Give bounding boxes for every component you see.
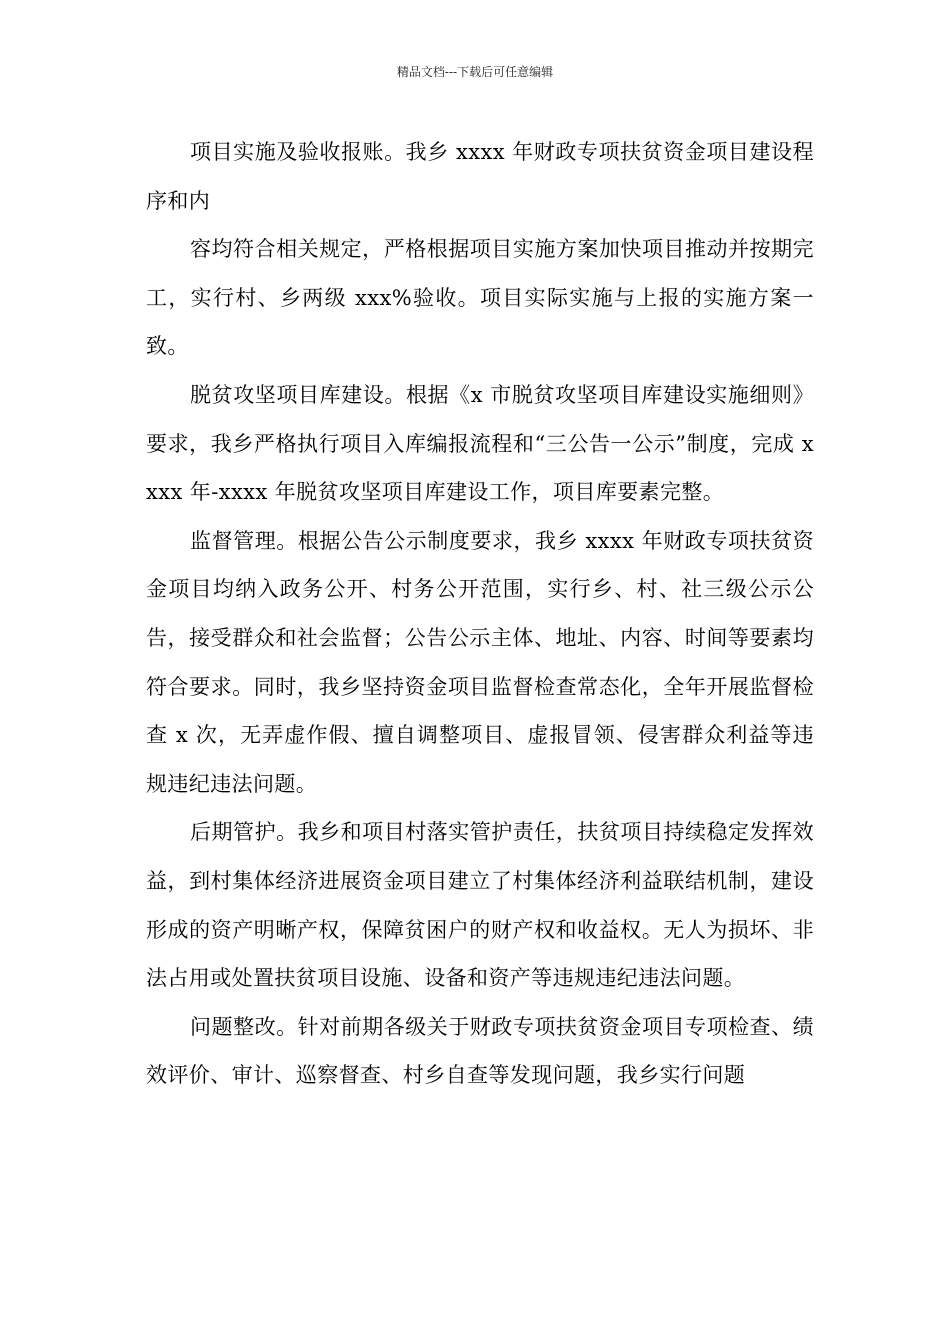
paragraph-project-implementation: 项目实施及验收报账。我乡 xxxx 年财政专项扶贫资金项目建设程序和内 — [146, 140, 814, 213]
document-body — [146, 128, 814, 1100]
paragraph-project-acceptance: 容均符合相关规定，严格根据项目实施方案加快项目推动并按期完工，实行村、乡两级 xxx%验收。项目实际实施与上报的实施方案一致。 — [146, 237, 814, 359]
paragraph-supervision: 监督管理。根据公告公示制度要求，我乡 xxxx 年财政专项扶贫资金项目均纳入政务公开、村务公开范围，实行乡、村、社三级公示公告，接受群众和社会监督；公告公示主体、地址、内容、时间等要素均符合要求。同时，我乡坚持资金项目监督检查常态化，全年开展监督检查 x 次，无弄虚作假、擅自调整项目、虚报冒领、侵害群众利益等违规违纪违法问题。 — [146, 528, 814, 796]
paragraph-maintenance: 后期管护。我乡和项目村落实管护责任，扶贫项目持续稳定发挥效益，到村集体经济进展资金项目建立了村集体经济利益联结机制，建设形成的资产明晰产权，保障贫困户的财产权和收益权。无人为损坏、非法占用或处置扶贫项目设施、设备和资产等违规违纪违法问题。 — [146, 820, 814, 991]
paragraph-rectification: 问题整改。针对前期各级关于财政专项扶贫资金项目专项检查、绩效评价、审计、巡察督查、村乡自查等发现问题，我乡实行问题 — [146, 1014, 814, 1088]
paragraph-project-library: 脱贫攻坚项目库建设。根据《x 市脱贫攻坚项目库建设实施细则》要求，我乡严格执行项目入库编报流程和“三公告一公示”制度，完成 xxxx 年-xxxx 年脱贫攻坚项目库建设工作，项目库要素完整。 — [146, 382, 814, 505]
page-header: 精品文档---下载后可任意编辑 — [396, 65, 554, 79]
